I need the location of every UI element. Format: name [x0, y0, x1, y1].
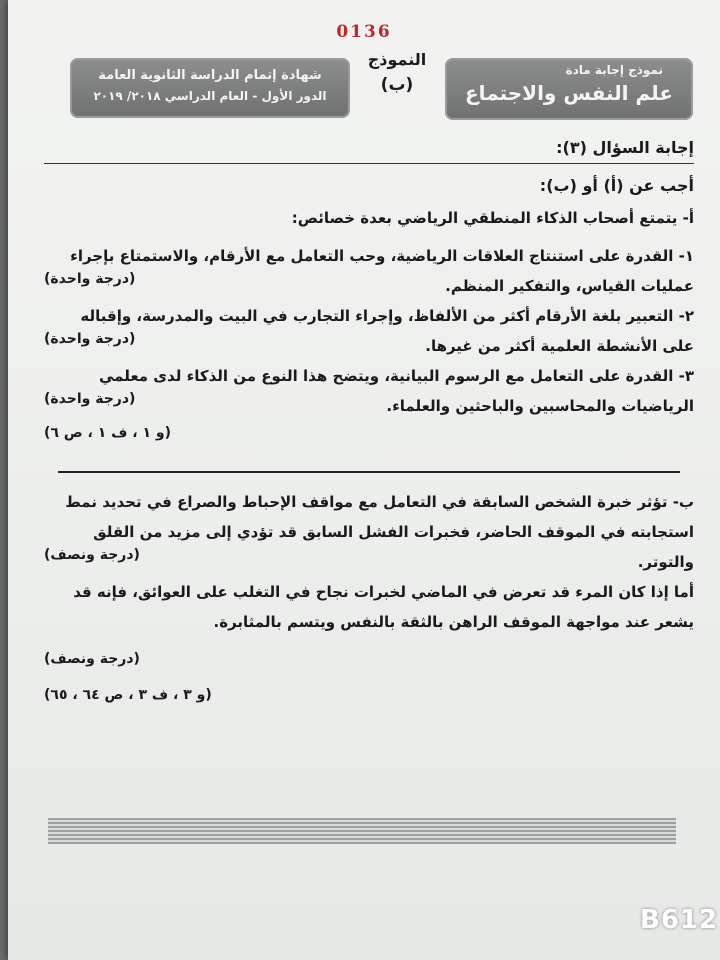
- part-a-intro: أ- يتمتع أصحاب الذكاء المنطقي الرياضي بعدة خصائص:: [291, 209, 694, 227]
- exam-session: الدور الأول - العام الدراسي ٢٠١٨/ ٢٠١٩: [93, 89, 327, 103]
- answer-model-label: نموذج إجابة مادة: [565, 63, 663, 77]
- part-b-paragraph-2: أما إذا كان المرء قد تعرض في الماضي لخبرات نجاح في التغلب على العوائق، فإنه قد يشعر عند مواجهة الموقف الراهن بالثقة بالنفس ويتسم بالمثابرة.: [73, 583, 694, 631]
- title-underline: [44, 163, 694, 164]
- part-a-reference: (و ١ ، ف ١ ، ص ٦): [44, 425, 172, 441]
- part-b-reference: (و ٣ ، ف ٣ ، ص ٦٤ ، ٦٥): [44, 687, 212, 703]
- camera-watermark: B612: [640, 905, 719, 935]
- section-divider: [58, 471, 680, 473]
- subject-name: علم النفس والاجتماع: [465, 81, 673, 105]
- part-a-item-2-score: (درجة واحدة): [44, 331, 136, 347]
- part-b-score-1: (درجة ونصف): [44, 547, 140, 563]
- footer-decoration: [48, 818, 676, 844]
- part-a-item-1: ١- القدرة على استنتاج العلاقات الرياضية، وحب التعامل مع الأرقام، والاستمتاع بإجراء عمليات القياس، والتفكير المنظم.: [70, 247, 694, 295]
- model-title: النموذج: [367, 50, 427, 69]
- part-a-item-1-score: (درجة واحدة): [44, 271, 136, 287]
- subject-header-box: [445, 58, 693, 120]
- answer-sheet: [8, 0, 720, 960]
- part-a-item-2: ٢- التعبير بلغة الأرقام أكثر من الألفاظ، وإجراء التجارب في البيت والمدرسة، وإقباله على الأنشطة العلمية أكثر من غيرها.: [80, 307, 694, 355]
- question-title: إجابة السؤال (٣):: [556, 138, 694, 157]
- model-letter: (ب): [380, 75, 414, 95]
- model-label: [353, 50, 441, 95]
- certificate-title: شهادة إتمام الدراسة الثانوية العامة: [98, 68, 322, 83]
- part-b-paragraph-1: ب- تؤثر خبرة الشخص السابقة في التعامل مع مواقف الإحباط والصراع في تحديد نمط استجابته في الموقف الحاضر، فخبرات الفشل السابق قد تؤدي إلى مزيد من القلق والتوتر.: [65, 493, 694, 571]
- answer-content: [44, 138, 694, 703]
- part-a-item-3-score: (درجة واحدة): [44, 391, 136, 407]
- certificate-header-box: [70, 58, 350, 118]
- serial-number: 0136: [336, 22, 392, 42]
- choose-instruction: أجب عن (أ) أو (ب):: [539, 176, 694, 195]
- part-a-item-3: ٣- القدرة على التعامل مع الرسوم البيانية، ويتضح هذا النوع من الذكاء لدى معلمي الرياضيات والمحاسبين والباحثين والعلماء.: [98, 367, 694, 415]
- part-b-score-2: (درجة ونصف): [44, 651, 140, 667]
